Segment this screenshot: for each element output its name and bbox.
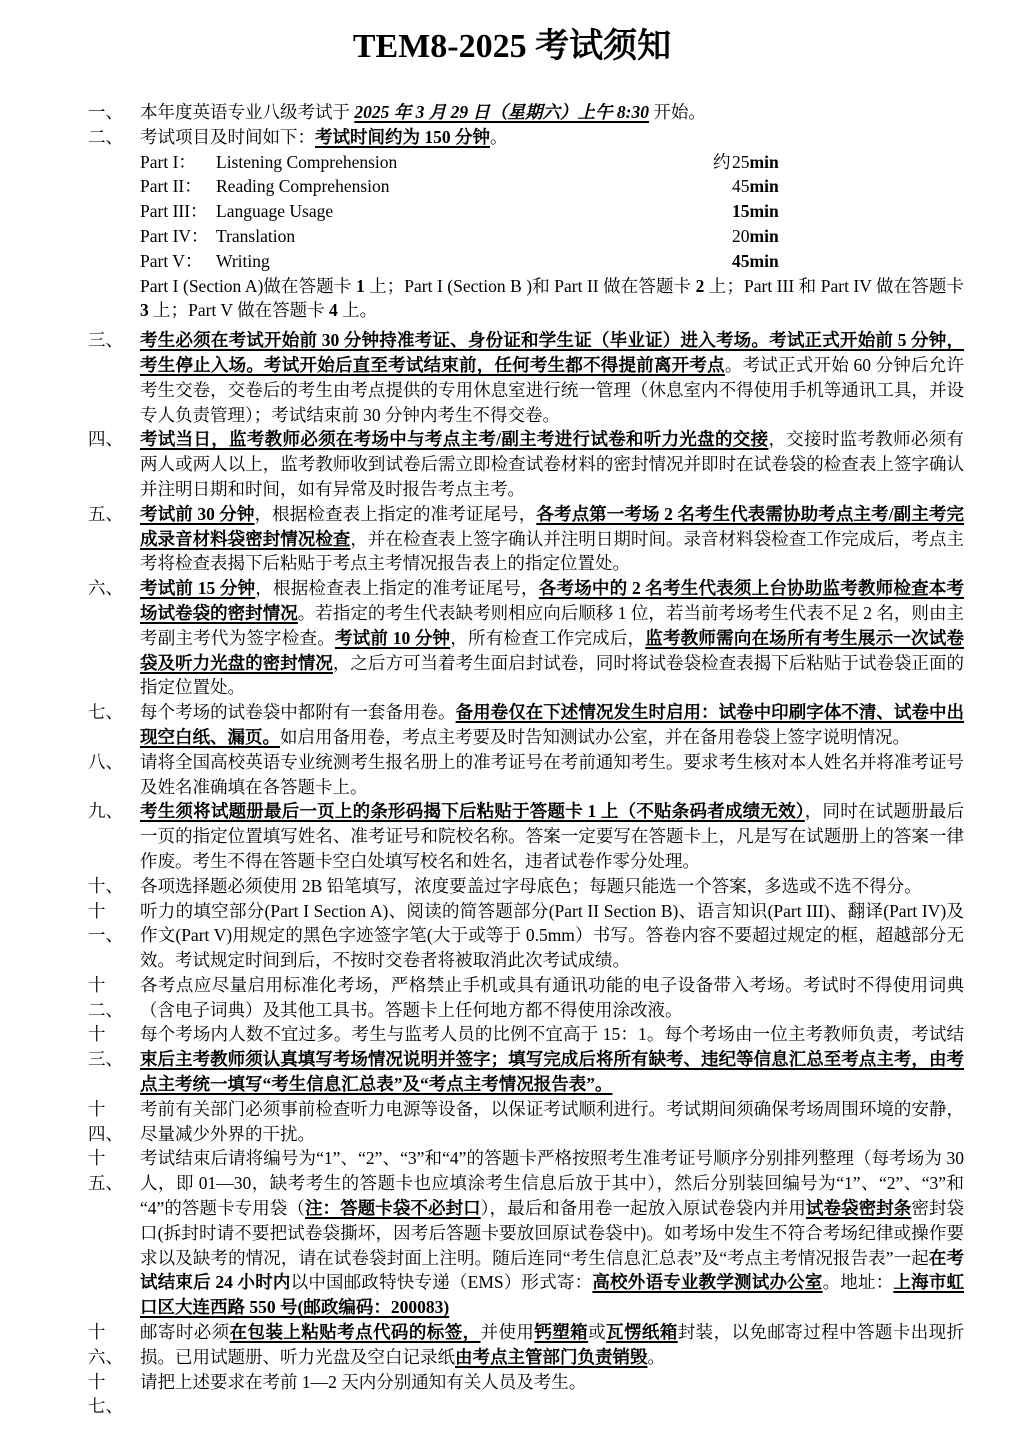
item-text <box>140 1022 964 1096</box>
text-segment: 请将全国高校英语专业统测考生报名册上的准考证号在考前通知考生。要求考生核对本人姓名并将准考证号及姓名准确填在各答题卡上。 <box>140 751 964 797</box>
exam-part-row <box>140 249 964 274</box>
text-segment: 各考场中的 2 名考生代表须上台协助监考教师检查本考场试卷袋的密封情况 <box>140 578 965 623</box>
item-number: 十二、 <box>88 974 123 1020</box>
text-segment: 3 <box>140 300 149 321</box>
text-segment: 在考试结束后 24 小时内 <box>140 1247 964 1293</box>
notice-item <box>88 502 964 576</box>
item-number: 九、 <box>88 801 123 822</box>
part-name: Writing <box>216 250 270 271</box>
text-segment: 瓦愣纸箱 <box>606 1322 678 1343</box>
text-segment: 考试项目及时间如下： <box>140 126 315 147</box>
part-label: Part I： <box>140 151 196 172</box>
text-segment: 考试当日，监考教师必须在考场中与考点主考/副主考进行试卷和听力光盘的交接 <box>140 429 769 450</box>
item-number: 一、 <box>88 102 123 122</box>
item-number: 四、 <box>88 429 123 450</box>
text-segment: ，根据检查表上指定的准考证尾号， <box>255 578 539 599</box>
duration-unit: min <box>749 225 779 246</box>
text-segment: 上；Part I (Section B )和 Part II 做在答题卡 <box>364 275 696 296</box>
text-segment: 上；Part III 和 Part IV 做在答题卡 <box>704 275 964 296</box>
item-text <box>140 1146 964 1320</box>
duration-unit: min <box>749 176 779 197</box>
duration-unit: min <box>749 250 779 271</box>
text-segment: 考生必须在考试开始前 30 分钟持准考证、身份证和学生证（毕业证）进入考场。考试正式开始前 5 分钟，考生停止入场。考试开始后直至考试结束前，任何考生都不得提前离开考点 <box>140 330 964 375</box>
text-segment: 考试时间约为 150 分钟 <box>315 126 490 147</box>
item-number: 十六、 <box>88 1322 123 1367</box>
text-segment: ，同时在试题册最后一页的指定位置填写姓名、准考证号和院校名称。答案一定要写在答题卡上，凡是写在试题册上的答案一律作废。考生不得在答题卡空白处填写校名和姓名，违者试卷作零分处理。 <box>140 801 965 871</box>
item-text <box>140 750 964 800</box>
text-segment: ，所有检查工作完成后， <box>450 627 646 648</box>
item-number: 五、 <box>88 503 123 524</box>
text-segment: 上；Part V 做在答题卡 <box>148 300 329 321</box>
text-segment: 在包装上粘贴考点代码的标签， <box>229 1322 481 1343</box>
exam-part-row <box>140 224 964 249</box>
item-number: 十四、 <box>88 1098 123 1144</box>
notice-item <box>88 1097 964 1147</box>
text-segment: 考生须将试题册最后一页上的条形码揭下后粘贴于答题卡 1 上（不贴条码者成绩无效） <box>140 801 805 822</box>
text-segment: 试卷袋密封条 <box>805 1198 912 1219</box>
item-text <box>140 1370 964 1395</box>
duration-number: 45 <box>732 250 750 271</box>
item-number: 十五、 <box>88 1148 123 1194</box>
text-segment: 监考教师需向在场所有考生展示一次试卷袋及听力光盘的密封情况 <box>140 627 965 673</box>
notice-item <box>88 799 964 873</box>
item-number: 六、 <box>88 578 123 599</box>
text-segment: 钙塑箱 <box>534 1322 589 1343</box>
item-text <box>140 799 964 873</box>
duration-prefix: 约 <box>713 151 731 172</box>
item-number: 十、 <box>88 875 123 896</box>
text-segment: 4 <box>328 300 338 321</box>
item-number: 十三、 <box>88 1024 123 1070</box>
item-text <box>140 1097 964 1147</box>
notice-item <box>88 973 964 1023</box>
text-segment: 。考试正式开始 60 分钟后允许考生交卷，交卷后的考生由考点提供的专用休息室进行统一管理（休息室内不得使用手机等通讯工具，并设专人负责管理）；考试结束前 30 分钟内考生不得交卷。 <box>140 354 965 425</box>
text-segment: 考试前 15 分钟 <box>140 578 256 599</box>
text-segment: 1 <box>355 275 365 296</box>
duration-number: 45 <box>732 176 750 197</box>
part-duration <box>713 224 964 249</box>
text-segment: 每个考场的试卷袋中都附有一套备用卷。 <box>140 702 456 723</box>
notice-item <box>88 125 964 323</box>
text-segment: ，并在检查表上签字确认并注明日期时间。录音材料袋检查工作完成后，考点主考将检查表揭下后粘贴于考点主考情况报告表上的指定位置处。 <box>140 528 964 574</box>
notice-item <box>88 1022 964 1096</box>
text-segment: 开始。 <box>648 102 706 122</box>
notice-item <box>88 100 964 125</box>
notice-list <box>88 100 965 1417</box>
text-segment: 各考点应尽量启用标准化考场，严格禁止手机或具有通讯功能的电子设备带入考场。考试时不得使用词典（含电子词典）及其他工具书。答题卡上任何地方都不得使用涂改液。 <box>140 974 964 1020</box>
notice-item <box>88 328 964 427</box>
text-segment: 上海市虹口区大连西路 550 号(邮政编码：200083) <box>140 1272 965 1318</box>
exam-parts-table <box>140 150 964 274</box>
notice-item <box>88 874 964 899</box>
item-text <box>140 1320 964 1370</box>
item-text <box>140 576 964 700</box>
notice-item <box>88 750 964 800</box>
item-text <box>140 502 964 576</box>
text-segment: 考试结束后请将编号为“1”、“2”、“3”和“4”的答题卡严格按照考生准考证号顺序分别排列整理（每考场为 30 人，即 01—30，缺考考生的答题卡也应填涂考生信息后放于其中），然后分别装回编号为“1”、“2”、“3”和“4”的答题卡专用袋（ <box>140 1148 964 1219</box>
text-segment: 邮寄时必须 <box>140 1322 230 1343</box>
part-name: Language Usage <box>216 201 334 222</box>
text-segment: ，根据检查表上指定的准考证尾号， <box>254 503 537 524</box>
part-duration <box>713 150 964 175</box>
item-number: 十一、 <box>88 900 123 946</box>
item-number: 三、 <box>88 330 123 351</box>
text-segment: 2 <box>695 275 705 296</box>
duration-number: 15 <box>732 201 750 222</box>
text-segment: 考前有关部门必须事前检查听力电源等设备，以保证考试顺利进行。考试期间须确保考场周围环境的安静，尽量减少外界的干扰。 <box>140 1098 964 1144</box>
text-segment: ，之后方可当着考生面启封试卷，同时将试卷袋检查表揭下后粘贴于试卷袋正面的指定位置处。 <box>140 652 964 698</box>
answer-sheet-note <box>140 274 964 324</box>
item-text <box>140 125 964 150</box>
duration-unit: min <box>749 151 779 172</box>
item-text <box>140 973 964 1023</box>
exam-part-row <box>140 150 964 175</box>
text-segment: 。 <box>647 1346 665 1367</box>
item-number: 十七、 <box>88 1371 123 1417</box>
notice-item <box>88 427 964 501</box>
text-segment: 注：答题卡袋不必封口 <box>304 1198 481 1219</box>
text-segment: 由考点主管部门负责销毁 <box>455 1346 648 1367</box>
notice-item <box>88 700 964 750</box>
notice-item <box>88 899 964 973</box>
text-segment: 考试前 10 分钟 <box>334 627 451 648</box>
exam-part-row <box>140 199 964 224</box>
text-segment: 本年度英语专业八级考试于 <box>140 102 355 122</box>
part-duration <box>713 174 964 199</box>
part-duration <box>713 249 964 274</box>
part-name: Reading Comprehension <box>216 176 390 197</box>
text-segment: 密封袋口(拆封时请不要把试卷袋撕坏，因考后答题卡要放回原试卷袋中)。如考场中发生不符合考场纪律或操作要求以及缺考的情况，请在试卷袋封面上注明。随后连同“考生信息汇总表”及“考点主考情况报告表”一起 <box>140 1198 965 1268</box>
text-segment: 2025 年 3 月 29 日（星期六）上午 8:30 <box>354 102 649 122</box>
text-segment: 如启用备用卷，考点主考要及时告知测试办公室，并在备用卷袋上签字说明情况。 <box>280 726 910 747</box>
item-text <box>140 874 964 899</box>
item-text <box>140 899 964 973</box>
part-label: Part III： <box>140 201 208 222</box>
duration-unit: min <box>749 201 779 222</box>
text-segment: 每个考场内人数不宜过多。考生与监考人员的比例不宜高于 15：1。每个考场由一位主考教师负责，考试结 <box>140 1024 964 1045</box>
text-segment: 。若指定的考生代表缺考则相应向后顺移 1 位，若当前考场考生代表不足 2 名，则由主考副主考代为签字检查。 <box>140 602 964 648</box>
text-segment: 上。 <box>337 300 378 321</box>
text-segment: 各考点第一考场 2 名考生代表需协助考点主考/副主考完成录音材料袋密封情况检查 <box>140 503 965 549</box>
part-name: Translation <box>216 225 296 246</box>
text-segment: 请把上述要求在考前 1—2 天内分别通知有关人员及考生。 <box>140 1371 587 1392</box>
item-text <box>140 100 964 125</box>
item-text <box>140 700 964 750</box>
text-segment: 考试前 30 分钟 <box>140 503 255 524</box>
part-duration <box>713 199 964 224</box>
text-segment: 或 <box>588 1322 607 1343</box>
document-header <box>0 0 1024 70</box>
part-name: Listening Comprehension <box>216 151 398 172</box>
duration-number: 25 <box>732 151 750 172</box>
text-segment: ，交接时监考教师必须有两人或两人以上，监考教师收到试卷后需立即检查试卷材料的密封情况并即时在试卷袋的检查表上签字确认并注明日期和时间，如有异常及时报告考点主考。 <box>140 429 965 499</box>
text-segment: 束后主考教师须认真填写考场情况说明并签字；填写完成后将所有缺考、违纪等信息汇总至考点主考，由考点主考统一填写“考生信息汇总表”及“考点主考情况报告表”。 <box>140 1049 964 1095</box>
text-segment: 备用卷仅在下述情况发生时启用：试卷中印刷字体不清、试卷中出现空白纸、漏页。 <box>140 702 965 747</box>
text-segment: Part I (Section A)做在答题卡 <box>140 275 356 296</box>
notice-item <box>88 1146 964 1320</box>
part-label: Part V： <box>140 250 203 271</box>
text-segment: 。 <box>490 126 508 147</box>
part-label: Part II： <box>140 176 202 197</box>
item-text <box>140 328 964 427</box>
notice-item <box>88 576 964 700</box>
item-number: 八、 <box>88 751 123 772</box>
text-segment: 封装，以免邮寄过程中答题卡出现折损。已用试题册、听力光盘及空白记录纸 <box>140 1322 965 1367</box>
text-segment: 。地址： <box>822 1272 894 1293</box>
item-number: 七、 <box>88 702 123 723</box>
duration-number: 20 <box>732 225 750 246</box>
text-segment: 以中国邮政特快专递（EMS）形式寄： <box>290 1272 593 1293</box>
part-label: Part IV： <box>140 225 209 246</box>
item-text <box>140 427 964 501</box>
text-segment: ），最后和备用卷一起放入原试卷袋内并用 <box>480 1198 806 1219</box>
notice-item <box>88 1320 964 1370</box>
text-segment: 并使用 <box>480 1322 535 1343</box>
text-segment: 各项选择题必须使用 2B 铅笔填写，浓度要盖过字母底色；每题只能选一个答案，多选或不选不得分。 <box>140 875 922 896</box>
item-number: 二、 <box>88 126 123 147</box>
page-title: TEM8-2025 考试须知 <box>352 28 672 65</box>
notice-item <box>88 1370 964 1417</box>
text-segment: 听力的填空部分(Part I Section A)、阅读的简答题部分(Part II Section B)、语言知识(Part III)、翻译(Part IV)及作文(Part V)用规定的黑色字迹签字笔(大于或等于 0.5mm）书写。答卷内容不要超过规定的框，超越部分无效。考试规定时间到后，不按时交卷者将被取消此次考试成绩。 <box>140 900 964 971</box>
exam-part-row <box>140 174 964 199</box>
text-segment: 高校外语专业教学测试办公室 <box>592 1272 823 1293</box>
